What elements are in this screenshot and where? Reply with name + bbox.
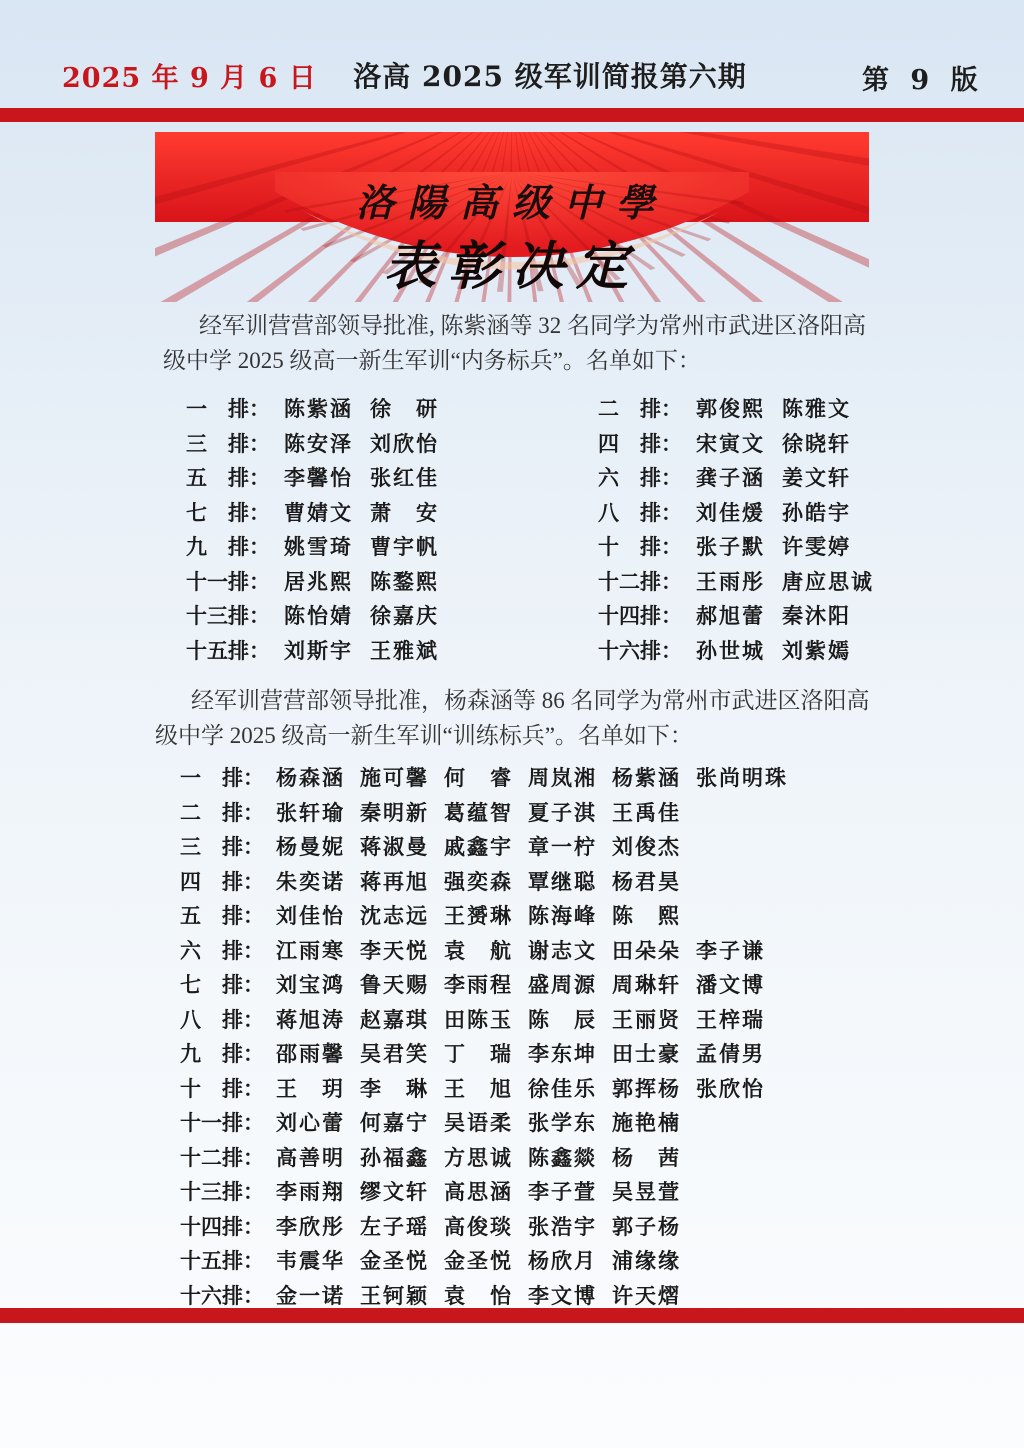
student-name: 杨曼妮 — [276, 834, 345, 859]
student-name: 杨欣月 — [528, 1248, 597, 1273]
platoon-label: 七 排： — [180, 972, 264, 997]
student-name: 孙福鑫 — [360, 1144, 429, 1170]
platoon-label: 四 排： — [598, 430, 682, 456]
student-name: 邵雨馨 — [276, 1041, 345, 1066]
platoon-label: 十五排： — [180, 1248, 264, 1273]
platoon-label: 十四排： — [180, 1213, 264, 1239]
award-banner — [155, 132, 869, 302]
platoon-label: 十二排： — [598, 568, 682, 594]
housekeeping-row — [598, 497, 868, 531]
student-name: 张轩瑜 — [276, 799, 345, 825]
student-name: 田朵朵 — [612, 937, 681, 963]
training-row — [180, 935, 820, 970]
footer-divider — [0, 1308, 1024, 1323]
student-name: 蒋淑曼 — [360, 834, 429, 859]
training-row — [180, 1211, 820, 1246]
student-name: 曹婧文 — [284, 499, 353, 525]
student-name: 张红佳 — [370, 465, 439, 490]
student-name: 徐 研 — [370, 396, 439, 421]
platoon-label: 十三排： — [180, 1179, 264, 1204]
student-name: 李天悦 — [360, 937, 429, 963]
training-row — [180, 866, 820, 901]
student-name: 王钶颖 — [360, 1282, 429, 1308]
student-name: 李馨怡 — [284, 465, 353, 490]
student-name: 张子默 — [696, 534, 765, 559]
training-honor-list — [180, 762, 820, 1314]
platoon-label: 十一排： — [180, 1110, 264, 1135]
student-name: 覃继聪 — [528, 868, 597, 894]
student-name: 李 琳 — [360, 1075, 429, 1101]
training-row — [180, 762, 820, 797]
student-name: 许雯婷 — [782, 534, 851, 559]
student-name: 谢志文 — [528, 937, 597, 963]
student-name: 秦明新 — [360, 799, 429, 825]
student-name: 施艳楠 — [612, 1110, 681, 1135]
student-name: 袁 航 — [444, 937, 513, 963]
student-name: 高俊琰 — [444, 1213, 513, 1239]
platoon-label: 十一排： — [186, 568, 270, 594]
platoon-label: 八 排： — [598, 499, 682, 525]
student-name: 宋寅文 — [696, 430, 765, 456]
student-name: 李子谦 — [696, 937, 765, 963]
student-name: 孟倩男 — [696, 1041, 765, 1066]
student-name: 王雅斌 — [370, 637, 439, 663]
housekeeping-row — [186, 566, 456, 600]
student-name: 王梓瑞 — [696, 1006, 765, 1032]
student-name: 强奕森 — [444, 868, 513, 894]
platoon-label: 七 排： — [186, 499, 270, 525]
student-name: 张浩宇 — [528, 1213, 597, 1239]
student-name: 江雨寒 — [276, 937, 345, 963]
student-name: 袁 怡 — [444, 1282, 513, 1308]
student-name: 方思诚 — [444, 1144, 513, 1170]
student-name: 丁 瑞 — [444, 1041, 513, 1066]
student-name: 刘紫嫣 — [782, 637, 851, 663]
student-name: 陈鑫燚 — [528, 1144, 597, 1170]
student-name: 刘佳怡 — [276, 903, 345, 928]
student-name: 蒋再旭 — [360, 868, 429, 894]
training-row — [180, 1038, 820, 1073]
page-header — [0, 0, 1024, 108]
student-name: 章一柠 — [528, 834, 597, 859]
student-name: 王雨彤 — [696, 568, 765, 594]
student-name: 金圣悦 — [444, 1248, 513, 1273]
student-name: 陈怡婧 — [284, 603, 353, 628]
student-name: 葛蕴智 — [444, 799, 513, 825]
platoon-label: 二 排： — [180, 799, 264, 825]
header-divider — [0, 108, 1024, 122]
training-row — [180, 831, 820, 866]
student-name: 刘宝鸿 — [276, 972, 345, 997]
platoon-label: 十五排： — [186, 637, 270, 663]
platoon-label: 三 排： — [180, 834, 264, 859]
housekeeping-row — [186, 428, 456, 462]
training-row — [180, 1142, 820, 1177]
student-name: 李子萱 — [528, 1179, 597, 1204]
student-name: 徐嘉庆 — [370, 603, 439, 628]
student-name: 陈海峰 — [528, 903, 597, 928]
housekeeping-row — [186, 497, 456, 531]
housekeeping-row — [598, 428, 868, 462]
student-name: 王 玥 — [276, 1075, 345, 1101]
student-name: 夏子淇 — [528, 799, 597, 825]
student-name: 杨紫涵 — [612, 765, 681, 790]
platoon-label: 十 排： — [180, 1075, 264, 1101]
training-row — [180, 797, 820, 832]
platoon-label: 五 排： — [180, 903, 264, 928]
student-name: 金圣悦 — [360, 1248, 429, 1273]
student-name: 刘心蕾 — [276, 1110, 345, 1135]
student-name: 赵嘉琪 — [360, 1006, 429, 1032]
student-name: 孙皓宇 — [782, 499, 851, 525]
platoon-label: 十六排： — [598, 637, 682, 663]
student-name: 吴昱萱 — [612, 1179, 681, 1204]
student-name: 朱奕诺 — [276, 868, 345, 894]
platoon-label: 十六排： — [180, 1282, 264, 1308]
student-name: 许天熠 — [612, 1282, 681, 1308]
student-name: 左子瑶 — [360, 1213, 429, 1239]
student-name: 徐晓轩 — [782, 430, 851, 456]
housekeeping-row — [186, 600, 456, 634]
student-name: 王禹佳 — [612, 799, 681, 825]
student-name: 李东坤 — [528, 1041, 597, 1066]
student-name: 刘斯宇 — [284, 637, 353, 663]
student-name: 张欣怡 — [696, 1075, 765, 1101]
platoon-label: 一 排： — [180, 765, 264, 790]
student-name: 周岚湘 — [528, 765, 597, 790]
student-name: 王 旭 — [444, 1075, 513, 1101]
housekeeping-row — [186, 393, 456, 427]
housekeeping-row — [598, 462, 868, 496]
intro-paragraph-housekeeping: 经军训营营部领导批准, 陈紫涵等 32 名同学为常州市武进区洛阳高级中学 2025 级高一新生军训“内务标兵”。名单如下： — [163, 313, 866, 373]
student-name: 沈志远 — [360, 903, 429, 928]
student-name: 陈 辰 — [528, 1006, 597, 1032]
platoon-label: 八 排： — [180, 1006, 264, 1032]
student-name: 施可馨 — [360, 765, 429, 790]
student-name: 刘佳煖 — [696, 499, 765, 525]
student-name: 居兆熙 — [284, 568, 353, 594]
student-name: 徐佳乐 — [528, 1075, 597, 1101]
student-name: 韦震华 — [276, 1248, 345, 1273]
student-name: 陈鍪熙 — [370, 568, 439, 594]
platoon-label: 三 排： — [186, 430, 270, 456]
student-name: 田士豪 — [612, 1041, 681, 1066]
student-name: 张尚明珠 — [696, 765, 788, 790]
housekeeping-row — [598, 531, 868, 565]
platoon-label: 九 排： — [186, 534, 270, 559]
student-name: 杨君昊 — [612, 868, 681, 894]
issue-date: 2025 年 9 月 6 日 — [62, 63, 317, 94]
intro-paragraph-training: 经军训营营部领导批准，杨森涵等 86 名同学为常州市武进区洛阳高级中学 2025 级高一新生军训“训练标兵”。名单如下： — [155, 688, 870, 748]
housekeeping-row — [598, 393, 868, 427]
student-name: 鲁天赐 — [360, 972, 429, 997]
training-row — [180, 1176, 820, 1211]
training-row — [180, 969, 820, 1004]
student-name: 龚子涵 — [696, 465, 765, 490]
platoon-label: 四 排： — [180, 868, 264, 894]
student-name: 盛周源 — [528, 972, 597, 997]
student-name: 刘欣怡 — [370, 430, 439, 456]
student-name: 曹宇帆 — [370, 534, 439, 559]
student-name: 孙世城 — [696, 637, 765, 663]
student-name: 金一诺 — [276, 1282, 345, 1308]
student-name: 浦缘缘 — [612, 1248, 681, 1273]
student-name: 萧 安 — [370, 499, 439, 525]
student-name: 高善明 — [276, 1144, 345, 1170]
platoon-label: 六 排： — [180, 937, 264, 963]
housekeeping-row — [186, 635, 456, 669]
training-row — [180, 1073, 820, 1108]
student-name: 唐应思诚 — [782, 568, 874, 594]
platoon-label: 六 排： — [598, 465, 682, 490]
student-name: 陈 熙 — [612, 903, 681, 928]
student-name: 蒋旭涛 — [276, 1006, 345, 1032]
student-name: 田陈玉 — [444, 1006, 513, 1032]
newsletter-title: 洛高 2025 级军训简报第六期 — [353, 60, 747, 93]
student-name: 秦沐阳 — [782, 603, 851, 628]
student-name: 杨 茜 — [612, 1144, 681, 1170]
housekeeping-row — [598, 566, 874, 600]
student-name: 王赟琳 — [444, 903, 513, 928]
student-name: 周琳轩 — [612, 972, 681, 997]
page-number: 第 9 版 — [862, 65, 984, 96]
student-name: 潘文博 — [696, 972, 765, 997]
student-name: 刘俊杰 — [612, 834, 681, 859]
student-name: 吴语柔 — [444, 1110, 513, 1135]
platoon-label: 一 排： — [186, 396, 270, 421]
platoon-label: 二 排： — [598, 396, 682, 421]
student-name: 郭俊熙 — [696, 396, 765, 421]
student-name: 陈安泽 — [284, 430, 353, 456]
training-row — [180, 1004, 820, 1039]
school-name: 洛陽高级中學 — [355, 180, 668, 225]
student-name: 高思涵 — [444, 1179, 513, 1204]
student-name: 戚鑫宇 — [444, 834, 513, 859]
platoon-label: 十二排： — [180, 1144, 264, 1170]
student-name: 姜文轩 — [782, 465, 851, 490]
training-row — [180, 900, 820, 935]
student-name: 陈雅文 — [782, 396, 851, 421]
housekeeping-row — [186, 462, 456, 496]
student-name: 陈紫涵 — [284, 396, 353, 421]
training-row — [180, 1245, 820, 1280]
platoon-label: 十四排： — [598, 603, 682, 628]
training-row — [180, 1107, 820, 1142]
student-name: 李雨翔 — [276, 1179, 345, 1204]
student-name: 张学东 — [528, 1110, 597, 1135]
student-name: 杨森涵 — [276, 765, 345, 790]
platoon-label: 九 排： — [180, 1041, 264, 1066]
housekeeping-row — [598, 635, 868, 669]
student-name: 吴君笑 — [360, 1041, 429, 1066]
housekeeping-row — [186, 531, 456, 565]
student-name: 姚雪琦 — [284, 534, 353, 559]
student-name: 李欣彤 — [276, 1213, 345, 1239]
student-name: 李雨程 — [444, 972, 513, 997]
housekeeping-row — [598, 600, 868, 634]
student-name: 郝旭蕾 — [696, 603, 765, 628]
student-name: 郭挥杨 — [612, 1075, 681, 1101]
commendation-heading: 表彰决定 — [383, 236, 640, 297]
student-name: 缪文轩 — [360, 1179, 429, 1204]
student-name: 李文博 — [528, 1282, 597, 1308]
student-name: 郭子杨 — [612, 1213, 681, 1239]
platoon-label: 十 排： — [598, 534, 682, 559]
platoon-label: 五 排： — [186, 465, 270, 490]
platoon-label: 十三排： — [186, 603, 270, 628]
student-name: 何嘉宁 — [360, 1110, 429, 1135]
student-name: 何 睿 — [444, 765, 513, 790]
student-name: 王丽贤 — [612, 1006, 681, 1032]
